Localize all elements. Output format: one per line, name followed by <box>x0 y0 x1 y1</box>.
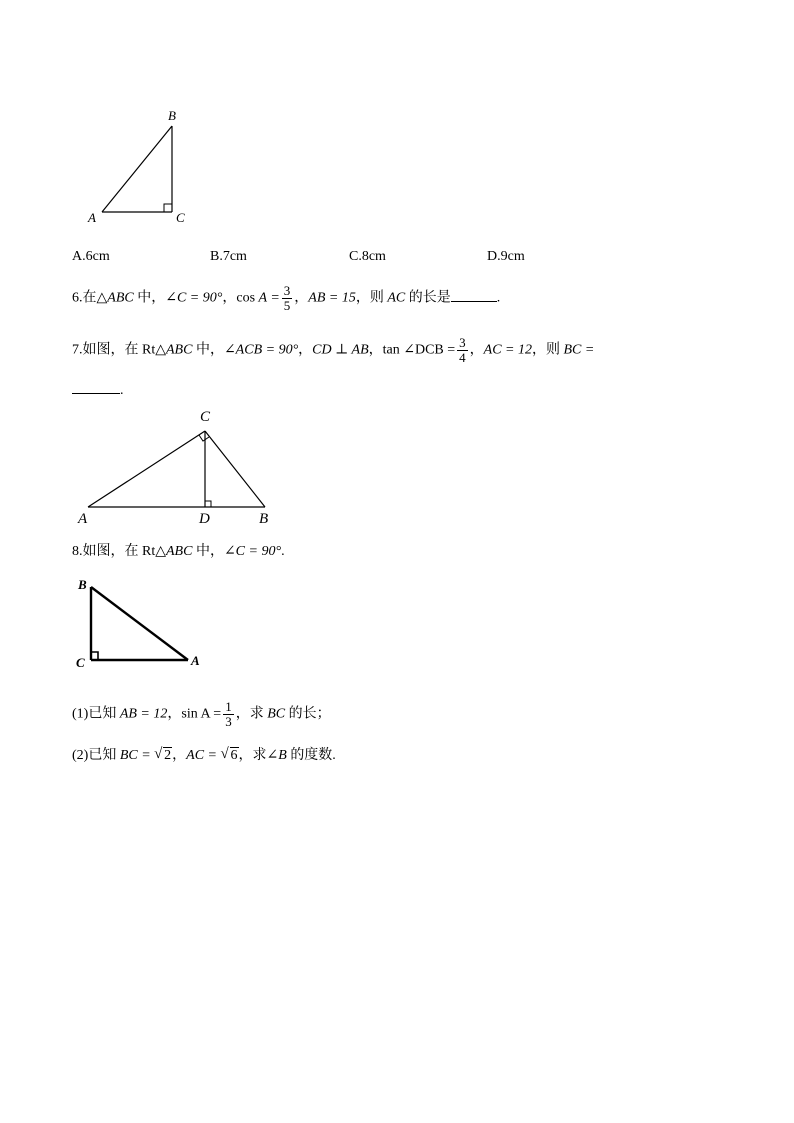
fig2-right-angle-mark-d <box>205 501 211 507</box>
q6-answer-blank <box>451 288 497 302</box>
q7-fraction: $\frac{3}{4}$ <box>459 335 466 365</box>
fig1-right-angle-mark <box>164 204 172 212</box>
sqrt-2: √ 2 <box>154 746 172 763</box>
q5-option-c: C.8cm <box>349 249 386 264</box>
fig3-label-c: C <box>76 655 85 670</box>
q6-fraction: $\frac{3}{5}$ <box>283 283 291 313</box>
q8-1-fraction: $\frac{1}{3}$ <box>225 699 232 729</box>
q7-answer-blank <box>72 380 120 394</box>
fig1-side-ab <box>102 126 172 212</box>
figure-3-triangle <box>0 0 1 1</box>
question-8-part-2: (2)已知 BC = √ 2，AC = √ 6，求∠B 的度数. <box>72 746 336 766</box>
fig1-label-b: B <box>168 108 176 123</box>
question-6: 6.在△ABC 中，∠C = 90°，cos A = $\frac{3}{5}$ ，AB = 15，则 AC 的长是 . <box>72 283 501 313</box>
sqrt-6: √ 6 <box>220 746 238 763</box>
fig2-label-b: B <box>259 511 269 527</box>
fig2-right-angle-mark-c <box>199 435 209 441</box>
question-8: 8.如图，在 Rt△ABC 中，∠C = 90°. <box>72 544 285 559</box>
fig3-side-ab <box>91 587 188 660</box>
question-7: 7.如图，在 Rt△ABC 中，∠ACB = 90°，CD ⊥ AB，tan ∠DCB = $\frac{3}{4}$ ，AC = 12，则 BC = <box>72 335 595 365</box>
q5-option-a: A.6cm <box>72 249 110 264</box>
question-8-part-1: (1)已知 AB = 12，sin A = $\frac{1}{3}$ ，求 BC 的长； <box>72 699 331 729</box>
fig1-label-c: C <box>176 210 185 225</box>
q5-option-d: D.9cm <box>487 249 525 264</box>
fig2-side-bc <box>205 431 265 507</box>
question-7-blank-line: . <box>72 380 124 401</box>
fig2-label-d: D <box>199 511 210 527</box>
fig2-label-a: A <box>78 511 88 527</box>
fig1-label-a: A <box>88 210 96 225</box>
fig2-side-ac <box>88 431 205 507</box>
fig2-label-c: C <box>200 409 211 425</box>
fig3-label-b: B <box>78 577 87 592</box>
fig3-label-a: A <box>191 653 200 668</box>
q5-option-b: B.7cm <box>210 249 247 264</box>
